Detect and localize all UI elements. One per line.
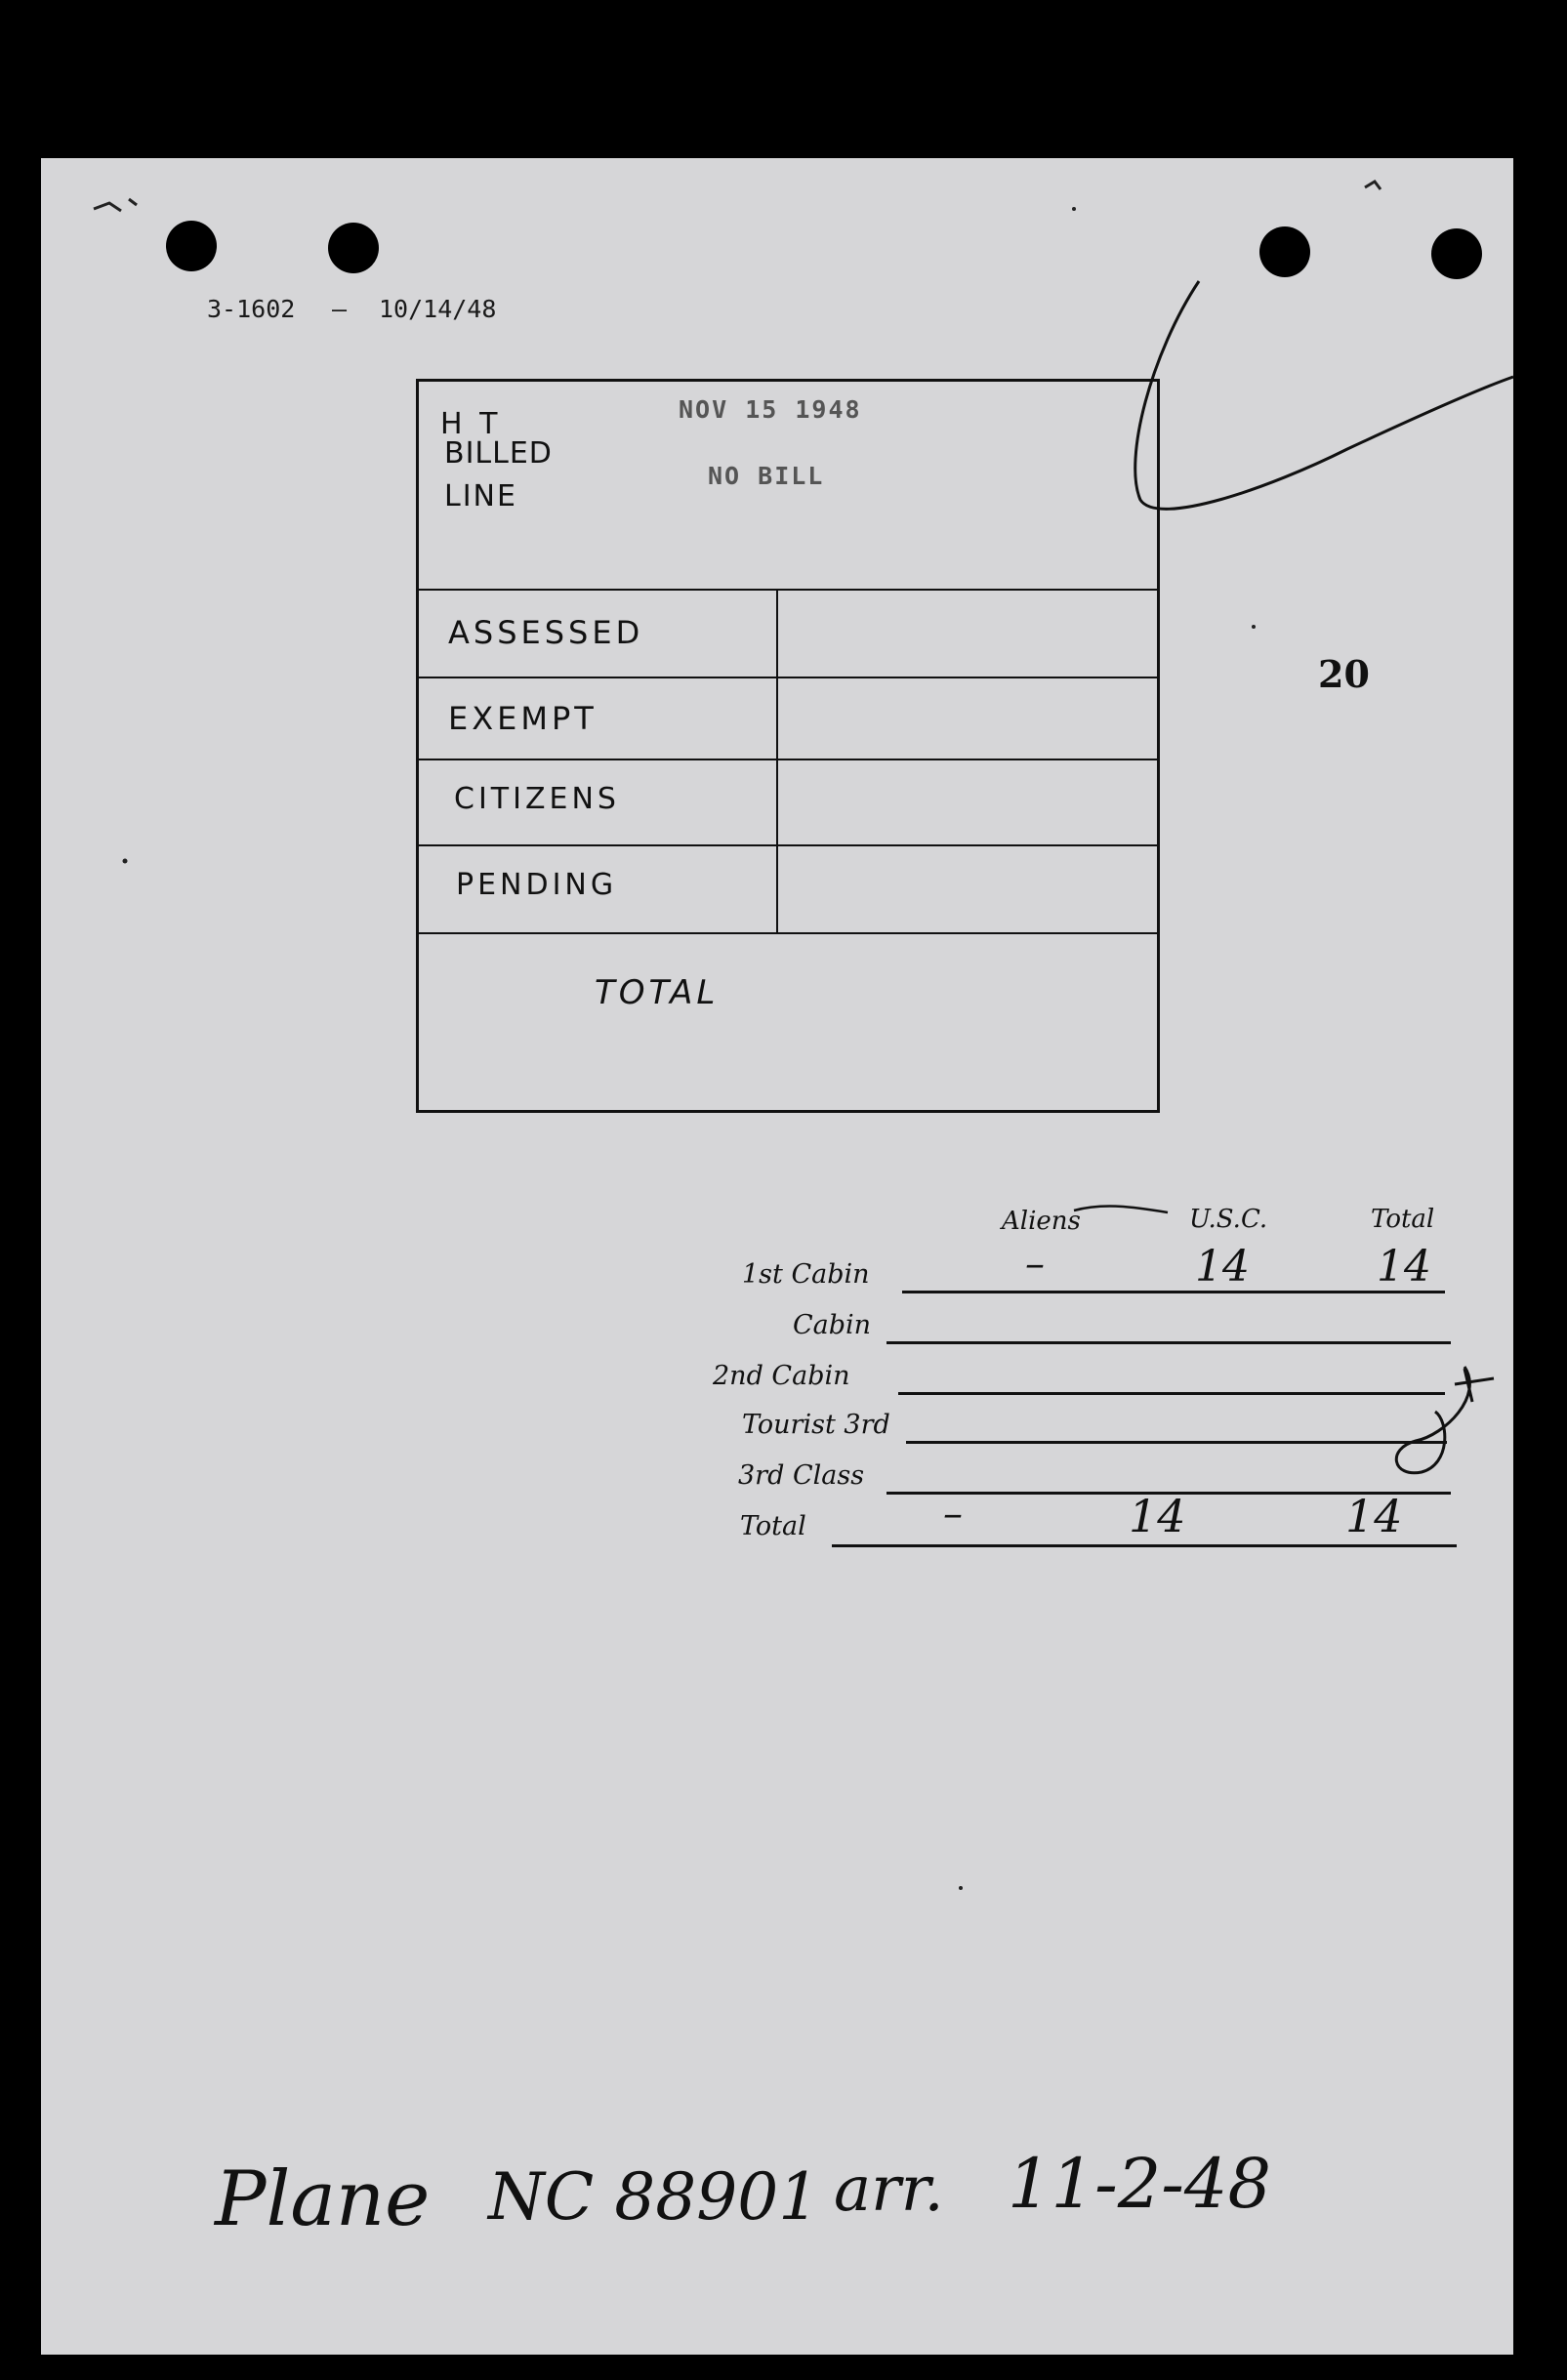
row-label-assessed: ASSESSED (448, 614, 644, 651)
row-label-2nd-cabin: 2nd Cabin (713, 1361, 850, 1391)
footer-plane-word: Plane (215, 2155, 431, 2243)
row-label-pending: PENDING (456, 868, 618, 902)
row-aliens-value: – (1025, 1242, 1045, 1287)
page-number: 20 (1318, 652, 1370, 696)
total-total-value: 14 (1345, 1490, 1403, 1542)
dot-mark (1072, 207, 1076, 211)
tick-mark (1074, 1207, 1168, 1212)
row-label-3rd-class: 3rd Class (738, 1460, 865, 1491)
ht-label: H T (440, 407, 502, 441)
margin-check-stroke (1135, 281, 1513, 509)
footer-arrived: arr. (834, 2154, 944, 2226)
no-bill-stamp: NO BILL (708, 462, 825, 490)
column-header-usc: U.S.C. (1189, 1205, 1268, 1234)
row-label-cabin: Cabin (793, 1310, 872, 1340)
dot-mark (123, 859, 128, 864)
scribble-mark (1396, 1367, 1494, 1473)
smudge-mark (1365, 182, 1381, 189)
line-label: LINE (444, 479, 517, 513)
row-label-exempt: EXEMPT (448, 700, 598, 737)
row-total-value: 14 (1377, 1242, 1431, 1292)
dot-mark (1252, 625, 1256, 629)
form-code: 3-1602 (207, 295, 296, 323)
footer-registration: NC 88901 (488, 2159, 820, 2235)
row-label-citizens: CITIZENS (454, 782, 620, 816)
row-label-tourist-3rd: Tourist 3rd (742, 1410, 890, 1440)
row-label-total: Total (740, 1511, 806, 1541)
total-aliens-value: – (943, 1492, 963, 1537)
row-usc-value: 14 (1195, 1242, 1250, 1292)
column-header-aliens: Aliens (1002, 1207, 1081, 1236)
smudge-mark (94, 199, 137, 211)
received-date-stamp: NOV 15 1948 (679, 395, 862, 424)
header-date: 10/14/48 (379, 295, 497, 323)
footer-date: 11-2-48 (1008, 2144, 1271, 2224)
row-label-1st-cabin: 1st Cabin (742, 1259, 870, 1290)
billed-label: BILLED (444, 436, 553, 471)
header-dash: — (332, 295, 348, 323)
column-header-total: Total (1371, 1205, 1435, 1234)
total-usc-value: 14 (1129, 1490, 1186, 1542)
total-label: TOTAL (595, 973, 720, 1012)
dot-mark (959, 1886, 963, 1890)
